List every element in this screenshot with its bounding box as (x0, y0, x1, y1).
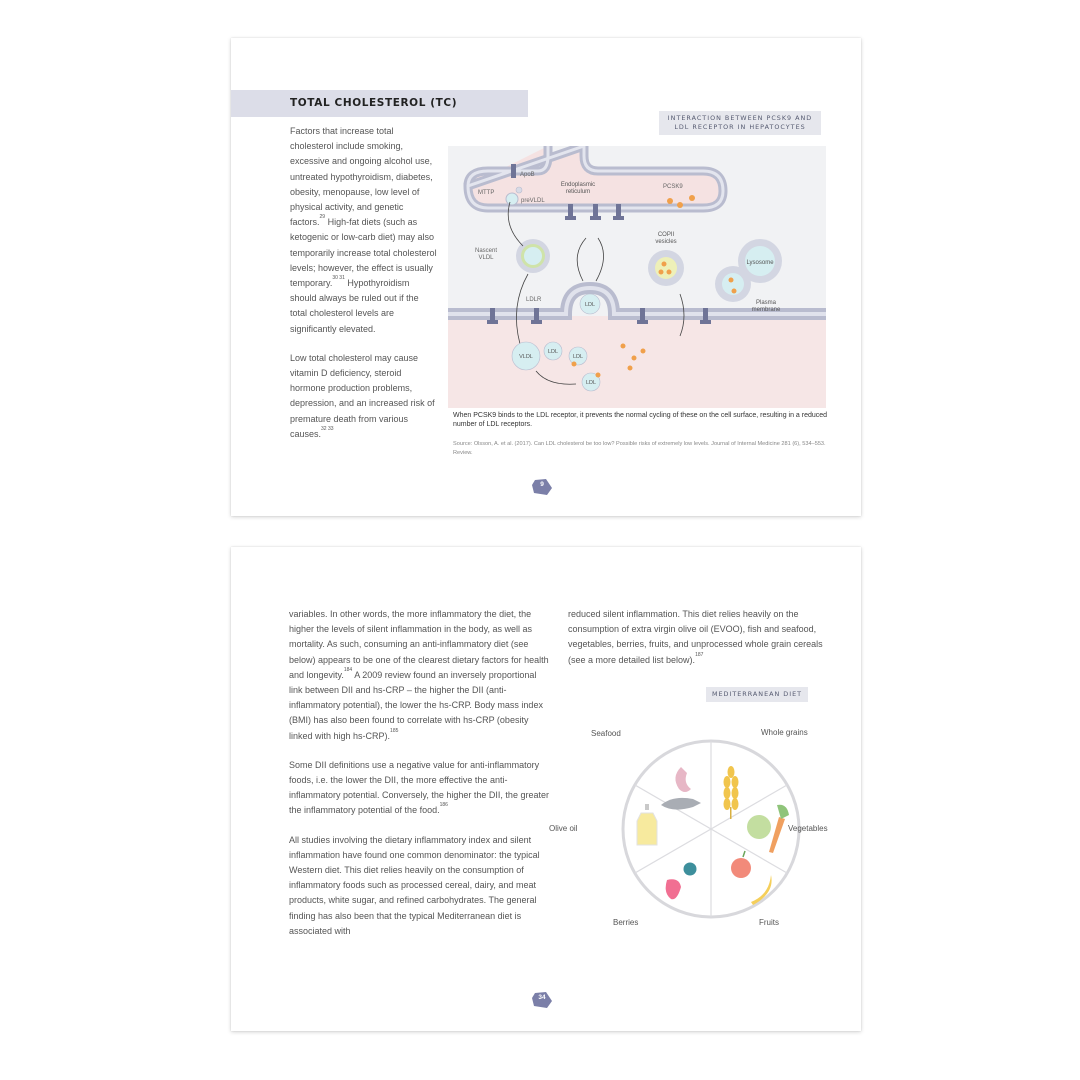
segment-label-seafood: Seafood (591, 729, 621, 738)
segment-label-olive-oil: Olive oil (549, 824, 578, 833)
svg-text:preVLDL: preVLDL (521, 198, 545, 204)
paragraph: reduced silent inflammation. This diet relies heavily on the consumption of extra virgin olive oil (EVOO), fish and seafood, vegetables, berries, fruits, and unprocessed whole grain cereals (see a more detailed list below).$^{187}$ (568, 609, 823, 665)
left-text-column (289, 607, 551, 953)
page-number-badge: 34 (531, 991, 553, 1009)
figure-label: INTERACTION BETWEEN PCSK9 AND LDL RECEPTOR IN HEPATOCYTES (659, 111, 821, 135)
section-title: TOTAL CHOLESTEROL (TC) (290, 97, 458, 109)
pcsk9-ldlr-diagram (448, 146, 826, 408)
svg-text:ApoB: ApoB (520, 172, 535, 178)
figure-caption: When PCSK9 binds to the LDL receptor, it prevents the normal cycling of these on the cell surface, resulting in a reduced number of LDL receptors. (453, 412, 828, 428)
paragraph: Low total cholesterol may cause vitamin D deficiency, steroid hormone production problems, depression, and an increased risk of premature death from various causes.$^{32 33}$ (290, 352, 435, 439)
page-34 (231, 547, 861, 1031)
paragraph: All studies involving the dietary inflammatory index and silent inflammation have found one common denominator: the typical Western diet. This diet relies heavily on the consumption of inflammatory foods such as processed cereal, dairy, and meat products, white sugar, and refined carbohydrates. The general finding has also been that the typical Mediterranean diet is associated with (289, 834, 540, 936)
svg-text:Nascent: Nascent (474, 248, 498, 254)
svg-text:VLDL: VLDL (519, 354, 533, 360)
svg-text:membrane: membrane (751, 307, 781, 313)
paragraph: Some DII definitions use a negative value for anti-inflammatory foods, i.e. the lower the DII, the more effective the anti-inflammatory potential. Conversely, the higher the DII, the greater the inflammatory potential of the food.$^{186}$ (289, 759, 549, 816)
svg-text:PCSK9: PCSK9 (663, 184, 683, 190)
segment-label-fruits: Fruits (759, 918, 779, 927)
svg-text:Endoplasmic: Endoplasmic (560, 182, 596, 188)
svg-text:reticulum: reticulum (565, 189, 591, 195)
body-text-column (290, 124, 438, 456)
figure-source: Source: Olsson, A. et al. (2017). Can LDL cholesterol be too low? Possible risks of extremely low levels. Journal of Internal Medicine 281 (6), 534–553. Review. (453, 441, 826, 456)
svg-text:LDL: LDL (547, 349, 559, 355)
svg-text:Lysosome: Lysosome (746, 260, 774, 266)
paragraph: variables. In other words, the more inflammatory the diet, the higher the levels of silent inflammation in the body, as well as mortality. As such, consuming an anti-inflammatory diet (see below) appears to be one of the clearest dietary factors for health and longevity.$^{184}$ A 2009 review found an inversely proportional link between DII and hs-CRP – the higher the DII (anti-inflammatory potential), the lower the hs-CRP. Body mass index (BMI) has also been found to correlate with hs-CRP (obesity linked with high hs-CRP).$^{185}$ (289, 609, 549, 741)
svg-text:VLDL: VLDL (478, 255, 494, 261)
page-number-badge: 9 (531, 478, 553, 496)
page-9 (231, 38, 861, 516)
svg-text:MTTP: MTTP (478, 190, 495, 196)
paragraph: Factors that increase total cholesterol include smoking, excessive and ongoing alcohol use, untreated hypothyroidism, diabetes, obesity, menopause, low level of physical activity, and genetic factors.$^{29}$ High-fat diets (such as ketogenic or low-carb diet) may also temporarily increase total cholesterol levels; however, the effect is usually temporary.$^{30 31}$ Hypothyroidism should always be ruled out if the total cholesterol levels are significantly elevated. (290, 126, 437, 334)
right-text-column (568, 607, 838, 682)
mediterranean-diet-wheel (549, 717, 861, 937)
svg-text:LDL: LDL (584, 302, 596, 308)
svg-text:LDLR: LDLR (526, 297, 542, 303)
svg-text:COPII: COPII (657, 232, 675, 238)
segment-label-berries: Berries (613, 918, 639, 927)
svg-text:LDL: LDL (585, 380, 597, 386)
figure-label: MEDITERRANEAN DIET (706, 687, 808, 702)
segment-label-whole-grains: Whole grains (761, 728, 808, 737)
svg-text:Plasma: Plasma (755, 300, 777, 306)
segment-label-vegetables: Vegetables (788, 824, 828, 833)
svg-text:LDL: LDL (572, 354, 584, 360)
svg-text:vesicles: vesicles (655, 239, 677, 245)
